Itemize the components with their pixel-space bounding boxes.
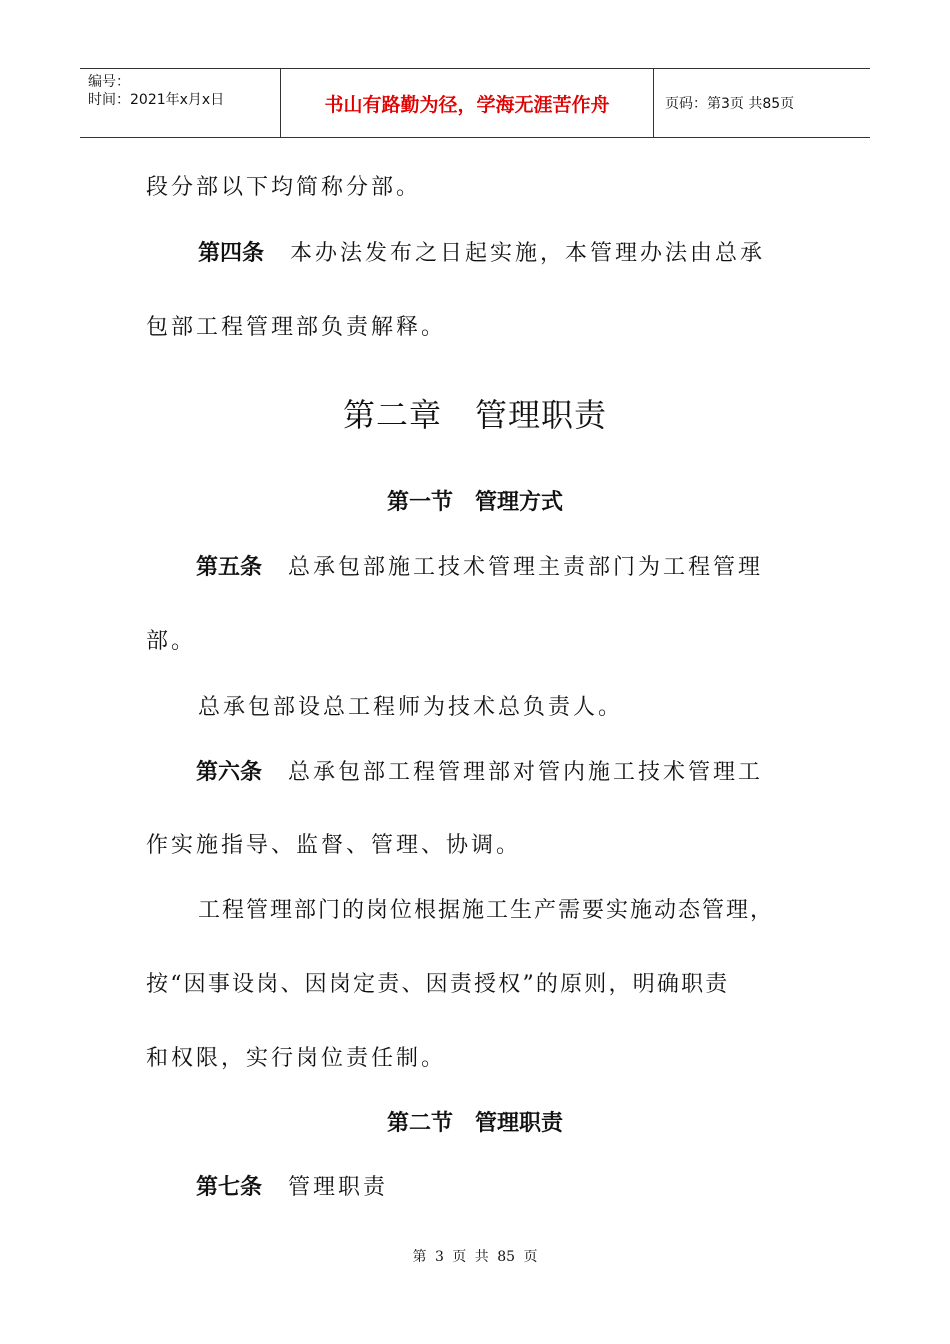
paragraph-line: 段分部以下均简称分部。 [146, 175, 422, 200]
article-6-continuation: 作实施指导、监督、管理、协调。 [146, 833, 522, 858]
header-motto: 书山有路勤为径，学海无涯苦作舟 [281, 69, 654, 137]
article-7-text: 管理职责 [288, 1175, 389, 1200]
header-meta-cell [80, 69, 281, 137]
paragraph-posts-line2: 按“因事设岗、因岗定责、因责授权”的原则，明确职责 [146, 972, 730, 997]
article-4-label: 第四条 [198, 241, 265, 266]
paragraph-posts-line3: 和权限，实行岗位责任制。 [146, 1046, 447, 1071]
article-7-label: 第七条 [196, 1175, 263, 1200]
section-2-title: 第二节 管理职责 [386, 1111, 563, 1136]
doc-number-label: 编号： [88, 74, 130, 90]
article-4 [198, 236, 765, 267]
paragraph-chief-engineer: 总承包部设总工程师为技术总负责人。 [198, 695, 624, 720]
article-6-text: 总承包部工程管理部对管内施工技术管理工 [288, 760, 764, 785]
article-6-label: 第六条 [196, 760, 263, 785]
chapter-title: 第二章 管理职责 [342, 396, 607, 434]
section-1-title: 第一节 管理方式 [386, 490, 563, 515]
paragraph-posts-line1: 工程管理部门的岗位根据施工生产需要实施动态管理， [198, 898, 775, 923]
article-5-label: 第五条 [196, 555, 263, 580]
page-footer: 第 3 页 共 85 页 [412, 1249, 538, 1265]
header-page-info: 页码：第3页 共85页 [665, 96, 795, 112]
article-6 [196, 755, 763, 786]
article-7 [196, 1170, 388, 1201]
article-4-text: 本办法发布之日起实施，本管理办法由总承 [290, 241, 766, 266]
page-header [80, 68, 870, 138]
doc-time-label: 时间：2021年x月x日 [88, 92, 225, 108]
article-5 [196, 550, 763, 581]
article-5-continuation: 部。 [146, 629, 197, 654]
article-4-continuation: 包部工程管理部负责解释。 [146, 315, 447, 340]
article-5-text: 总承包部施工技术管理主责部门为工程管理 [288, 555, 764, 580]
